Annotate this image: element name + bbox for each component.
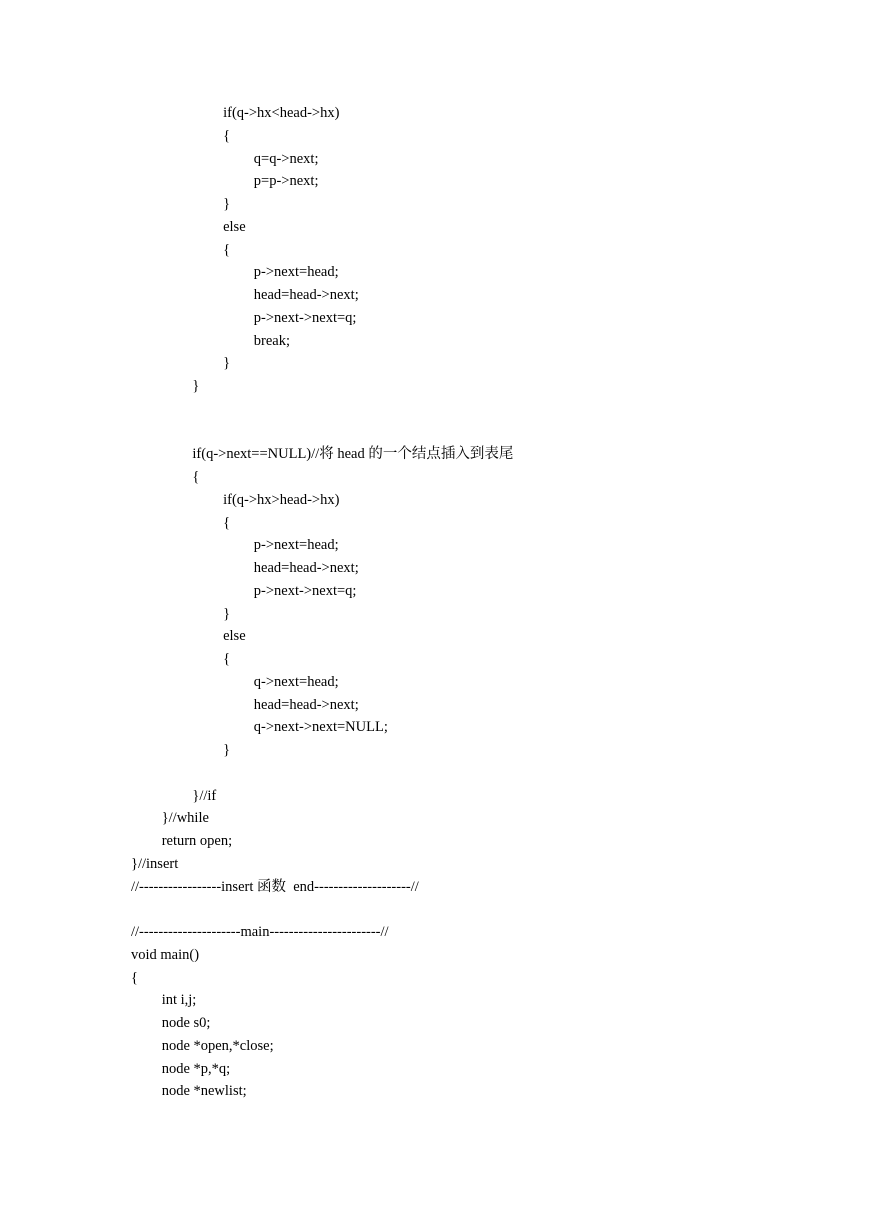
code-line: { bbox=[223, 514, 231, 531]
code-line: p->next->next=q; bbox=[253, 582, 357, 599]
code-line: head=head->next; bbox=[253, 287, 359, 303]
code-line: void main() bbox=[131, 946, 200, 963]
code-line: q->next=head; bbox=[253, 673, 339, 690]
code-line: head=head->next; bbox=[253, 560, 359, 576]
code-line: { bbox=[192, 469, 200, 485]
code-line: if(q->next==NULL)//将 head 的一个结点插入到表尾 bbox=[192, 446, 514, 463]
code-line: } bbox=[223, 355, 231, 372]
code-line: else bbox=[223, 628, 246, 645]
code-line: }//insert bbox=[131, 855, 179, 872]
code-line: p->next=head; bbox=[253, 264, 339, 281]
code-line: break; bbox=[253, 332, 291, 349]
code-line: head=head->next; bbox=[253, 696, 359, 713]
code-line: p->next->next=q; bbox=[253, 309, 357, 326]
code-line: { bbox=[223, 241, 231, 258]
code-line: //---------------------main-----------------------// bbox=[131, 924, 389, 940]
code-line: q=q->next; bbox=[253, 150, 319, 167]
code-line: p->next=head; bbox=[253, 537, 339, 554]
code-line: else bbox=[223, 218, 246, 235]
code-line: } bbox=[223, 742, 231, 758]
code-line: } bbox=[223, 196, 231, 212]
code-line: { bbox=[131, 969, 138, 986]
code-line: }//if bbox=[192, 787, 217, 804]
code-line: node *newlist; bbox=[161, 1083, 247, 1100]
code-line: node s0; bbox=[161, 1015, 211, 1031]
code-line: p=p->next; bbox=[253, 173, 319, 190]
code-line: } bbox=[192, 378, 200, 394]
code-line: node *open,*close; bbox=[161, 1037, 274, 1054]
code-line: return open; bbox=[161, 833, 233, 849]
code-line: q->next->next=NULL; bbox=[253, 719, 388, 736]
code-line: node *p,*q; bbox=[161, 1060, 231, 1077]
code-line: if(q->hx>head->hx) bbox=[223, 491, 340, 508]
code-line: }//while bbox=[161, 810, 209, 827]
code-line: if(q->hx<head->hx) bbox=[223, 105, 340, 121]
code-line: //-----------------insert 函数 end--------------------// bbox=[131, 878, 419, 895]
code-line: { bbox=[223, 127, 231, 144]
code-line: int i,j; bbox=[161, 992, 197, 1009]
code-line: } bbox=[223, 605, 231, 622]
code-line: { bbox=[223, 651, 231, 667]
